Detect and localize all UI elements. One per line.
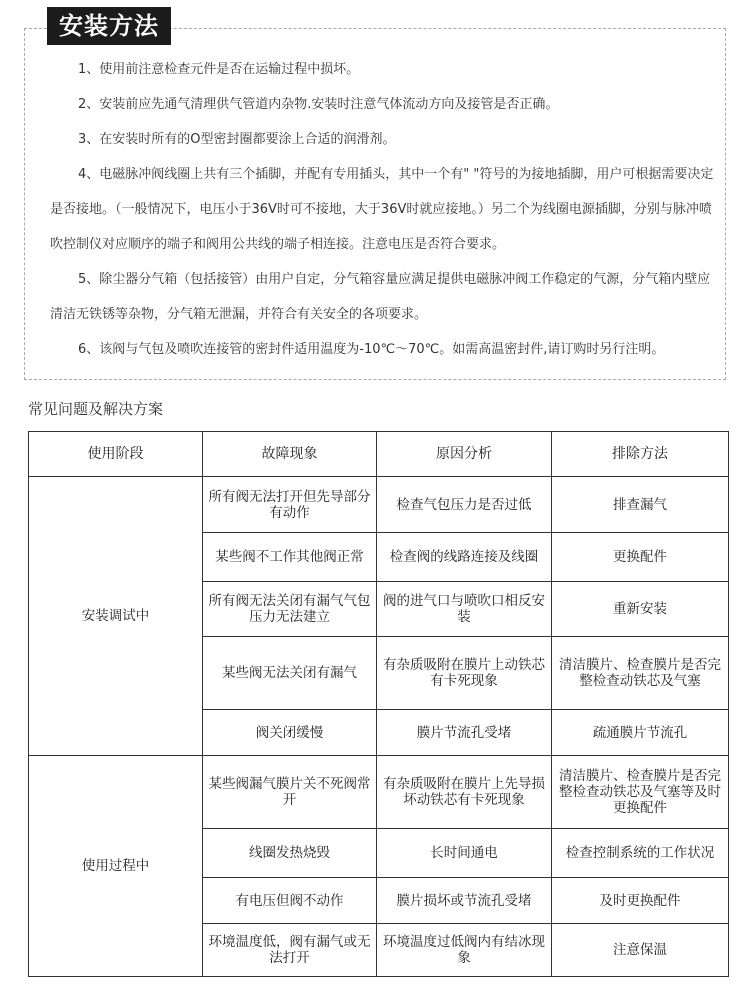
install-step-5: 5、除尘器分气箱（包括接管）由用户自定，分气箱容量应满足提供电磁脉冲阀工作稳定的气源，分气箱内壁应清洁无铁锈等杂物，分气箱无泄漏，并符合有关安全的各项要求。 — [50, 272, 711, 322]
table-row — [29, 477, 729, 533]
fix-cell: 疏通膜片节流孔 — [552, 710, 729, 756]
fix-cell: 清洁膜片、检查膜片是否完整检查动铁芯及气塞 — [552, 637, 729, 710]
faq-table — [28, 431, 729, 977]
install-step-2: 2、安装前应先通气清理供气管道内杂物.安装时注意气体流动方向及接管是否正确。 — [78, 97, 559, 112]
install-title: 安装方法 — [59, 12, 159, 40]
fix-cell: 更换配件 — [552, 533, 729, 582]
install-step-1: 1、使用前注意检查元件是否在运输过程中损坏。 — [78, 62, 360, 77]
table-row — [29, 756, 729, 829]
header-symptom: 故障现象 — [203, 432, 377, 477]
symptom-cell: 某些阀无法关闭有漏气 — [203, 637, 377, 710]
cause-cell: 膜片节流孔受堵 — [377, 710, 552, 756]
symptom-cell: 有电压但阀不动作 — [203, 878, 377, 924]
fix-cell: 注意保温 — [552, 924, 729, 977]
header-fix: 排除方法 — [552, 432, 729, 477]
fix-cell: 重新安装 — [552, 582, 729, 637]
cause-cell: 检查阀的线路连接及线圈 — [377, 533, 552, 582]
symptom-cell: 阀关闭缓慢 — [203, 710, 377, 756]
symptom-cell: 所有阀无法关闭有漏气气包压力无法建立 — [203, 582, 377, 637]
install-step-3: 3、在安装时所有的O型密封圈都要涂上合适的润滑剂。 — [78, 132, 396, 147]
cause-cell: 有杂质吸附在膜片上动铁芯有卡死现象 — [377, 637, 552, 710]
fix-cell: 检查控制系统的工作状况 — [552, 829, 729, 878]
install-step-4: 4、电磁脉冲阀线圈上共有三个插脚，并配有专用插头，其中一个有" "符号的为接地插脚，用户可根据需要决定是否接地。（一般情况下，电压小于36V时可不接地，大于36V时就应接地。）另二个为线圈电源插脚，分别与脉冲喷吹控制仪对应顺序的端子和阀用公共线的端子相连接。注意电压是否符合要求。 — [50, 167, 714, 252]
cause-cell: 长时间通电 — [377, 829, 552, 878]
header-cause: 原因分析 — [377, 432, 552, 477]
symptom-cell: 线圈发热烧毁 — [203, 829, 377, 878]
faq-header-row — [29, 432, 729, 477]
fix-cell: 及时更换配件 — [552, 878, 729, 924]
cause-cell: 阀的进气口与喷吹口相反安装 — [377, 582, 552, 637]
symptom-cell: 某些阀漏气膜片关不死阀常开 — [203, 756, 377, 829]
stage-cell: 安装调试中 — [29, 477, 203, 756]
cause-cell: 有杂质吸附在膜片上先导损坏动铁芯有卡死现象 — [377, 756, 552, 829]
cause-cell: 膜片损坏或节流孔受堵 — [377, 878, 552, 924]
fix-cell: 排查漏气 — [552, 477, 729, 533]
install-step-6: 6、该阀与气包及喷吹连接管的密封件适用温度为-10℃～70℃。如需高温密封件,请订购时另行注明。 — [78, 342, 665, 357]
symptom-cell: 环境温度低，阀有漏气或无法打开 — [203, 924, 377, 977]
cause-cell: 检查气包压力是否过低 — [377, 477, 552, 533]
symptom-cell: 某些阀不工作其他阀正常 — [203, 533, 377, 582]
symptom-cell: 所有阀无法打开但先导部分有动作 — [203, 477, 377, 533]
cause-cell: 环境温度过低阀内有结冰现象 — [377, 924, 552, 977]
stage-cell: 使用过程中 — [29, 756, 203, 977]
faq-heading: 常见问题及解决方案 — [28, 400, 164, 418]
header-stage: 使用阶段 — [29, 432, 203, 477]
fix-cell: 清洁膜片、检查膜片是否完整检查动铁芯及气塞等及时更换配件 — [552, 756, 729, 829]
